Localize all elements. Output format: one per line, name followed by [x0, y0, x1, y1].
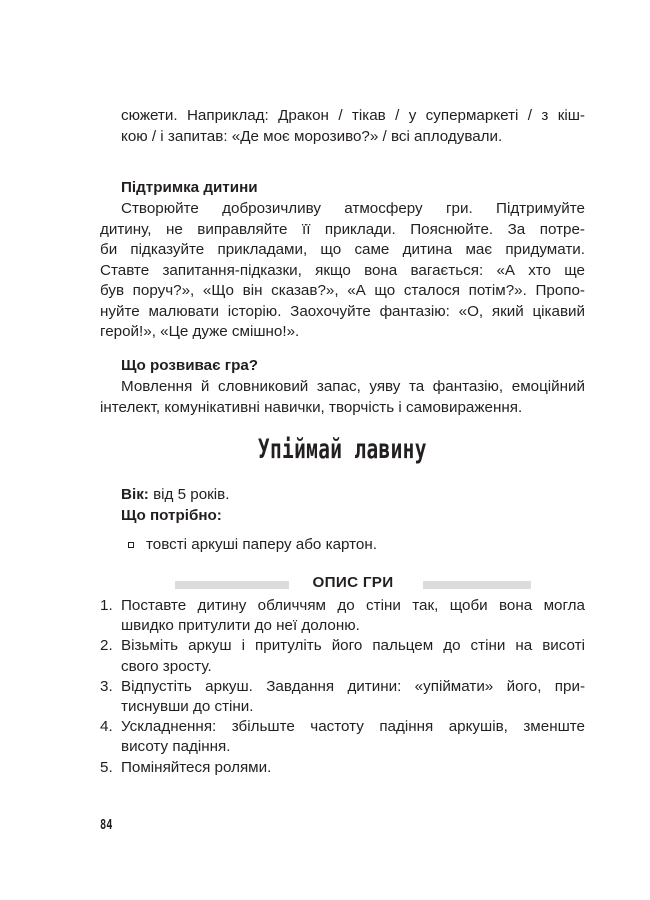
text-line: нуйте малювати історію. Заохочуйте фантазію: «О, який цікавий — [100, 302, 585, 320]
step-line: Ускладнення: збільште частоту падіння аркушів, зменште — [121, 718, 585, 736]
support-paragraph — [100, 199, 585, 343]
step-line: свого зросту. — [121, 657, 212, 675]
section-heading: ОПИС ГРИ — [312, 574, 394, 591]
step-item — [100, 596, 585, 636]
age-line — [121, 486, 229, 503]
support-heading: Підтримка дитини — [121, 179, 258, 196]
text-line: дитину, не виправляйте її приклади. Пояснюйте. За потре- — [100, 220, 585, 238]
square-bullet-icon — [128, 542, 134, 548]
materials-list-item — [128, 536, 377, 553]
steps-list — [100, 596, 585, 778]
step-line: тиснувши до стіни. — [121, 698, 254, 716]
text-line: Мовлення й словниковий запас, уяву та фантазію, емоційний — [121, 378, 585, 395]
step-item — [100, 677, 585, 717]
step-number: 2. — [100, 637, 113, 655]
text-line: кою / і запитав: «Де моє морозиво?» / всі аплодували. — [121, 127, 503, 145]
step-number: 1. — [100, 597, 113, 614]
intro-paragraph — [100, 106, 585, 147]
develops-heading: Що розвиває гра? — [121, 357, 259, 374]
step-line: Поміняйтеся ролями. — [121, 758, 272, 776]
text-line: був поруч?», «Що він сказав?», «А що сталося потім?». Пропо- — [100, 282, 585, 299]
game-title: Упіймай лавину — [257, 434, 427, 465]
section-header — [175, 574, 531, 594]
material-text: товсті аркуші паперу або картон. — [146, 536, 377, 553]
text-line: Створюйте доброзичливу атмосферу гри. Підтримуйте — [121, 200, 585, 217]
step-number: 3. — [100, 677, 113, 695]
text-line: сюжети. Наприклад: Дракон / тікав / у супермаркеті / з кіш- — [121, 107, 585, 124]
page-number: 84 — [100, 818, 113, 833]
needed-label: Що потрібно: — [121, 507, 222, 524]
text-line: інтелект, комунікативні навички, творчість і самовираження. — [100, 398, 523, 416]
age-label: Вік: — [121, 486, 149, 503]
step-line: Поставте дитину обличчям до стіни так, щоби вона могла — [121, 597, 585, 614]
step-item — [100, 717, 585, 757]
step-line: висоту падіння. — [121, 738, 231, 756]
step-item — [100, 758, 585, 778]
develops-paragraph — [100, 377, 585, 418]
step-line: Відпустіть аркуш. Завдання дитини: «упіймати» його, при- — [121, 677, 585, 695]
step-line: Візьміть аркуш і притуліть його пальцем до стіни на висоті — [121, 637, 585, 655]
age-value: від 5 років. — [148, 486, 230, 503]
step-line: швидко притулити до неї долоню. — [121, 617, 360, 635]
step-number: 4. — [100, 718, 113, 736]
text-line: Ставте запитання-підказки, якщо вона вагається: «А хто ще — [100, 261, 585, 279]
text-line: би підказуйте прикладами, що саме дитина має придумати. — [100, 241, 585, 258]
step-item — [100, 636, 585, 676]
text-line: герой!», «Це дуже смішно!». — [100, 323, 300, 340]
step-number: 5. — [100, 758, 113, 776]
